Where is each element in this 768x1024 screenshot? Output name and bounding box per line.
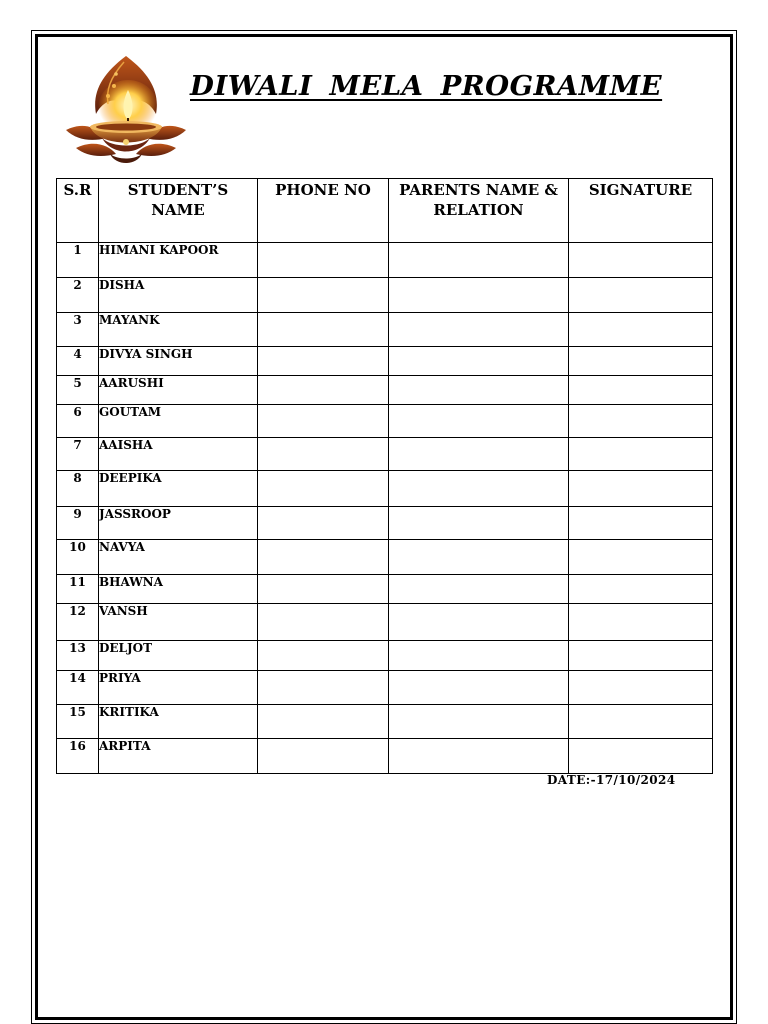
row-phone-cell[interactable]	[258, 278, 389, 313]
row-student-name: BHAWNA	[99, 575, 258, 604]
table-row	[57, 641, 713, 671]
row-parent-cell[interactable]	[389, 641, 569, 671]
table-row	[57, 739, 713, 774]
row-parent-cell[interactable]	[389, 243, 569, 278]
table-row	[57, 278, 713, 313]
row-sr: 5	[57, 376, 99, 405]
column-header-signature: SIGNATURE	[569, 179, 713, 243]
row-parent-cell[interactable]	[389, 575, 569, 604]
row-parent-cell[interactable]	[389, 347, 569, 376]
row-signature-cell[interactable]	[569, 739, 713, 774]
row-signature-cell[interactable]	[569, 376, 713, 405]
row-phone-cell[interactable]	[258, 347, 389, 376]
row-student-name: PRIYA	[99, 671, 258, 705]
table-row	[57, 438, 713, 471]
row-signature-cell[interactable]	[569, 575, 713, 604]
column-header-parents-name: PARENTS NAME & RELATION	[389, 179, 569, 243]
row-sr: 13	[57, 641, 99, 671]
row-student-name: GOUTAM	[99, 405, 258, 438]
row-sr: 1	[57, 243, 99, 278]
row-student-name: KRITIKA	[99, 705, 258, 739]
row-signature-cell[interactable]	[569, 405, 713, 438]
table-row	[57, 405, 713, 438]
row-student-name: DELJOT	[99, 641, 258, 671]
row-sr: 10	[57, 540, 99, 575]
table-row	[57, 471, 713, 507]
row-student-name: DIVYA SINGH	[99, 347, 258, 376]
row-signature-cell[interactable]	[569, 705, 713, 739]
row-sr: 8	[57, 471, 99, 507]
column-header-phone: PHONE NO	[258, 179, 389, 243]
row-parent-cell[interactable]	[389, 671, 569, 705]
row-student-name: ARPITA	[99, 739, 258, 774]
row-signature-cell[interactable]	[569, 671, 713, 705]
table-row	[57, 705, 713, 739]
row-phone-cell[interactable]	[258, 243, 389, 278]
table-row	[57, 671, 713, 705]
row-parent-cell[interactable]	[389, 705, 569, 739]
row-sr: 12	[57, 604, 99, 641]
table-row	[57, 243, 713, 278]
column-header-sr: S.R	[57, 179, 99, 243]
table-row	[57, 507, 713, 540]
row-sr: 4	[57, 347, 99, 376]
row-phone-cell[interactable]	[258, 671, 389, 705]
row-signature-cell[interactable]	[569, 243, 713, 278]
row-sr: 2	[57, 278, 99, 313]
row-sr: 7	[57, 438, 99, 471]
row-student-name: HIMANI KAPOOR	[99, 243, 258, 278]
row-phone-cell[interactable]	[258, 739, 389, 774]
row-student-name: JASSROOP	[99, 507, 258, 540]
table-row	[57, 313, 713, 347]
row-signature-cell[interactable]	[569, 471, 713, 507]
row-sr: 14	[57, 671, 99, 705]
table-header-row	[57, 179, 713, 243]
row-phone-cell[interactable]	[258, 313, 389, 347]
row-sr: 3	[57, 313, 99, 347]
row-signature-cell[interactable]	[569, 347, 713, 376]
row-phone-cell[interactable]	[258, 540, 389, 575]
row-phone-cell[interactable]	[258, 641, 389, 671]
row-phone-cell[interactable]	[258, 575, 389, 604]
table-row	[57, 347, 713, 376]
row-parent-cell[interactable]	[389, 278, 569, 313]
row-phone-cell[interactable]	[258, 507, 389, 540]
row-phone-cell[interactable]	[258, 705, 389, 739]
row-student-name: MAYANK	[99, 313, 258, 347]
row-sr: 16	[57, 739, 99, 774]
table-row	[57, 540, 713, 575]
row-signature-cell[interactable]	[569, 604, 713, 641]
row-parent-cell[interactable]	[389, 739, 569, 774]
row-parent-cell[interactable]	[389, 604, 569, 641]
column-header-student-name: STUDENT’S NAME	[99, 179, 258, 243]
row-parent-cell[interactable]	[389, 438, 569, 471]
row-parent-cell[interactable]	[389, 405, 569, 438]
row-phone-cell[interactable]	[258, 604, 389, 641]
row-parent-cell[interactable]	[389, 471, 569, 507]
row-phone-cell[interactable]	[258, 471, 389, 507]
row-sr: 6	[57, 405, 99, 438]
diya-lamp-icon	[62, 52, 190, 170]
row-student-name: AARUSHI	[99, 376, 258, 405]
row-sr: 11	[57, 575, 99, 604]
page-title: DIWALI MELA PROGRAMME	[190, 70, 663, 102]
row-signature-cell[interactable]	[569, 540, 713, 575]
row-student-name: VANSH	[99, 604, 258, 641]
row-signature-cell[interactable]	[569, 438, 713, 471]
attendance-table	[56, 178, 713, 774]
row-student-name: NAVYA	[99, 540, 258, 575]
row-parent-cell[interactable]	[389, 540, 569, 575]
row-sr: 9	[57, 507, 99, 540]
table-row	[57, 604, 713, 641]
row-phone-cell[interactable]	[258, 405, 389, 438]
row-signature-cell[interactable]	[569, 313, 713, 347]
row-student-name: DISHA	[99, 278, 258, 313]
row-student-name: DEEPIKA	[99, 471, 258, 507]
row-parent-cell[interactable]	[389, 313, 569, 347]
row-phone-cell[interactable]	[258, 376, 389, 405]
footer-date: DATE:-17/10/2024	[547, 773, 676, 787]
row-parent-cell[interactable]	[389, 376, 569, 405]
row-parent-cell[interactable]	[389, 507, 569, 540]
row-student-name: AAISHA	[99, 438, 258, 471]
row-sr: 15	[57, 705, 99, 739]
row-signature-cell[interactable]	[569, 278, 713, 313]
row-phone-cell[interactable]	[258, 438, 389, 471]
row-signature-cell[interactable]	[569, 507, 713, 540]
table-row	[57, 376, 713, 405]
row-signature-cell[interactable]	[569, 641, 713, 671]
table-row	[57, 575, 713, 604]
